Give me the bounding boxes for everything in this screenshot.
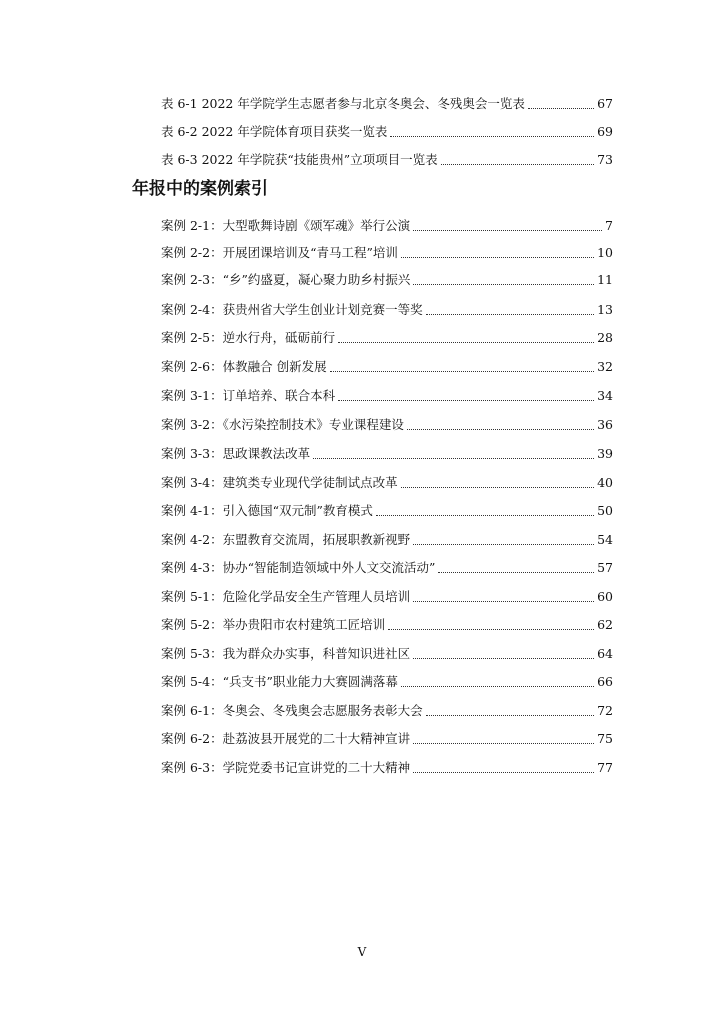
toc-entry-page: 69 bbox=[597, 124, 613, 139]
toc-case-entry[interactable] bbox=[161, 703, 613, 719]
dot-leader bbox=[338, 399, 594, 401]
toc-case-entry[interactable] bbox=[161, 560, 613, 576]
dot-leader bbox=[413, 283, 594, 285]
toc-entry-label: 案例 2-2：开展团课培训及“青马工程”培训 bbox=[161, 245, 398, 260]
toc-entry-page: 57 bbox=[597, 560, 613, 575]
toc-entry-page: 62 bbox=[597, 617, 613, 632]
toc-entry-label: 案例 6-2：赴荔波县开展党的二十大精神宣讲 bbox=[161, 731, 411, 746]
toc-entry-label: 案例 4-3：协办“智能制造领域中外人文交流活动” bbox=[161, 560, 436, 575]
toc-case-entry[interactable] bbox=[161, 218, 613, 234]
toc-case-entry[interactable] bbox=[161, 532, 613, 548]
dot-leader bbox=[413, 543, 594, 545]
toc-case-entry[interactable] bbox=[161, 446, 613, 462]
toc-entry-label: 案例 6-3：学院党委书记宣讲党的二十大精神 bbox=[161, 760, 411, 775]
dot-leader bbox=[330, 370, 595, 372]
toc-entry-label: 案例 2-3：“乡”约盛夏，凝心聚力助乡村振兴 bbox=[161, 272, 411, 287]
page-number: V bbox=[357, 945, 367, 959]
toc-entry-page: 77 bbox=[597, 760, 613, 775]
toc-entry-label: 表 6-1 2022 年学院学生志愿者参与北京冬奥会、冬残奥会一览表 bbox=[161, 96, 525, 111]
toc-entry-page: 60 bbox=[597, 589, 613, 604]
toc-entry-page: 54 bbox=[597, 532, 613, 547]
toc-entry-label: 案例 3-1：订单培养、联合本科 bbox=[161, 388, 336, 403]
dot-leader bbox=[413, 229, 602, 231]
dot-leader bbox=[426, 714, 594, 716]
toc-case-entry[interactable] bbox=[161, 646, 613, 662]
dot-leader bbox=[441, 163, 594, 165]
dot-leader bbox=[401, 486, 594, 488]
toc-case-entry[interactable] bbox=[161, 359, 613, 375]
toc-case-entry[interactable] bbox=[161, 617, 613, 633]
toc-entry-page: 7 bbox=[605, 218, 613, 233]
dot-leader bbox=[390, 135, 594, 137]
toc-entry-page: 72 bbox=[597, 703, 613, 718]
dot-leader bbox=[413, 600, 594, 602]
toc-case-entry[interactable] bbox=[161, 388, 613, 404]
dot-leader bbox=[438, 571, 594, 573]
toc-entry-page: 67 bbox=[597, 96, 613, 111]
toc-entry-label: 案例 3-3：思政课教法改革 bbox=[161, 446, 311, 461]
dot-leader bbox=[528, 107, 594, 109]
toc-entry-label: 案例 4-1：引入德国“双元制”教育模式 bbox=[161, 503, 373, 518]
toc-entry-label: 案例 6-1：冬奥会、冬残奥会志愿服务表彰大会 bbox=[161, 703, 423, 718]
toc-entry-label: 案例 4-2：东盟教育交流周，拓展职教新视野 bbox=[161, 532, 411, 547]
toc-entry-page: 34 bbox=[597, 388, 613, 403]
toc-entry-label: 案例 5-1：危险化学品安全生产管理人员培训 bbox=[161, 589, 411, 604]
toc-case-entry[interactable] bbox=[161, 417, 613, 433]
toc-entry-page: 32 bbox=[597, 359, 613, 374]
toc-entry-label: 案例 5-4：“兵支书”职业能力大赛圆满落幕 bbox=[161, 674, 398, 689]
toc-case-entry[interactable] bbox=[161, 760, 613, 776]
toc-entry-label: 案例 5-2：举办贵阳市农村建筑工匠培训 bbox=[161, 617, 386, 632]
toc-case-entry[interactable] bbox=[161, 731, 613, 747]
toc-case-entry[interactable] bbox=[161, 589, 613, 605]
toc-entry-page: 64 bbox=[597, 646, 613, 661]
toc-entry-label: 案例 2-4：获贵州省大学生创业计划竞赛一等奖 bbox=[161, 302, 423, 317]
toc-entry-label: 表 6-3 2022 年学院获“技能贵州”立项项目一览表 bbox=[161, 152, 438, 167]
dot-leader bbox=[407, 428, 594, 430]
toc-entry-page: 75 bbox=[597, 731, 613, 746]
toc-table-entry[interactable] bbox=[161, 124, 613, 140]
toc-entry-page: 73 bbox=[597, 152, 613, 167]
dot-leader bbox=[401, 256, 594, 258]
dot-leader bbox=[338, 341, 594, 343]
dot-leader bbox=[401, 685, 594, 687]
toc-entry-label: 案例 3-2：《水污染控制技术》专业课程建设 bbox=[161, 417, 404, 432]
toc-case-entry[interactable] bbox=[161, 272, 613, 288]
toc-entry-label: 案例 2-1：大型歌舞诗剧《颂军魂》举行公演 bbox=[161, 218, 411, 233]
toc-case-entry[interactable] bbox=[161, 245, 613, 261]
toc-entry-page: 50 bbox=[597, 503, 613, 518]
toc-case-entry[interactable] bbox=[161, 302, 613, 318]
toc-entry-page: 40 bbox=[597, 475, 613, 490]
dot-leader bbox=[413, 657, 594, 659]
toc-case-entry[interactable] bbox=[161, 330, 613, 346]
dot-leader bbox=[413, 771, 594, 773]
dot-leader bbox=[388, 628, 594, 630]
toc-entry-page: 66 bbox=[597, 674, 613, 689]
toc-entry-page: 36 bbox=[597, 417, 613, 432]
toc-entry-page: 28 bbox=[597, 330, 613, 345]
toc-entry-label: 案例 5-3：我为群众办实事，科普知识进社区 bbox=[161, 646, 411, 661]
toc-entry-label: 案例 2-6：体教融合 创新发展 bbox=[161, 359, 327, 374]
dot-leader bbox=[376, 514, 594, 516]
toc-case-entry[interactable] bbox=[161, 503, 613, 519]
dot-leader bbox=[413, 742, 594, 744]
toc-entry-page: 11 bbox=[597, 272, 613, 287]
toc-case-entry[interactable] bbox=[161, 674, 613, 690]
toc-entry-page: 13 bbox=[597, 302, 613, 317]
toc-entry-page: 10 bbox=[597, 245, 613, 260]
section-heading: 年报中的案例索引 bbox=[132, 179, 268, 199]
dot-leader bbox=[313, 457, 594, 459]
toc-entry-label: 案例 3-4：建筑类专业现代学徒制试点改革 bbox=[161, 475, 398, 490]
toc-table-entry[interactable] bbox=[161, 96, 613, 112]
toc-table-entry[interactable] bbox=[161, 152, 613, 168]
toc-entry-label: 案例 2-5：逆水行舟，砥砺前行 bbox=[161, 330, 336, 345]
dot-leader bbox=[426, 313, 594, 315]
toc-case-entry[interactable] bbox=[161, 475, 613, 491]
toc-entry-label: 表 6-2 2022 年学院体育项目获奖一览表 bbox=[161, 124, 388, 139]
toc-entry-page: 39 bbox=[597, 446, 613, 461]
